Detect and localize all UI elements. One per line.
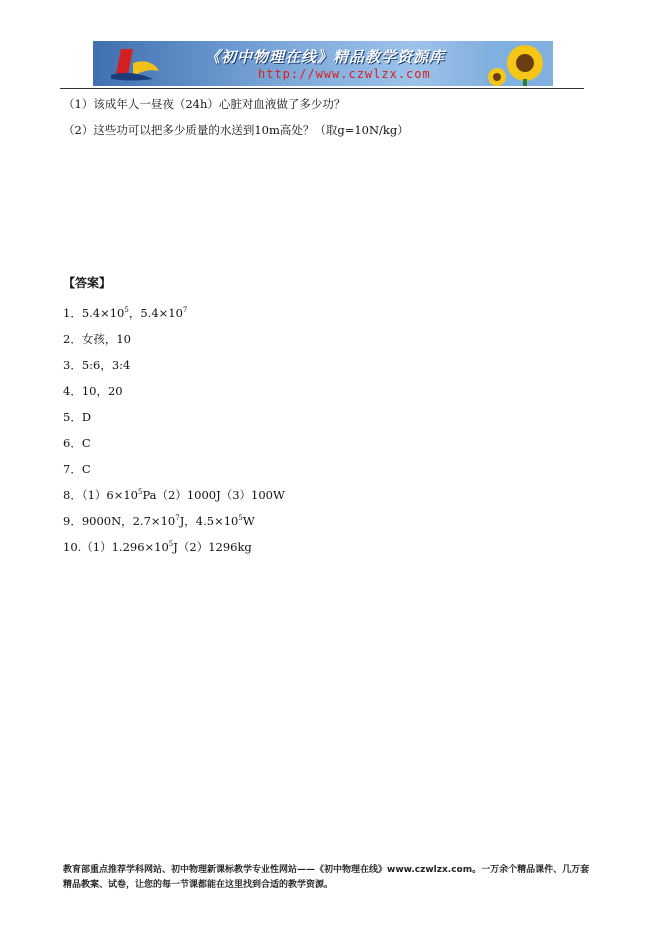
site-logo-icon (93, 41, 168, 86)
answer-item (63, 409, 91, 425)
answer-pre: 1．5.4×10 (63, 306, 125, 320)
answer-mid: ，5.4×10 (128, 306, 183, 320)
answer-sup: 5 (124, 306, 129, 315)
answer-pre: 4．10，20 (63, 384, 123, 398)
answer-item (63, 539, 252, 555)
answer-sup: 5 (168, 540, 174, 549)
answer-post: W (242, 514, 255, 528)
answer-pre: 8．（1）6×10 (63, 488, 138, 502)
answer-pre: 7．C (63, 462, 91, 476)
answer-sup2: 7 (182, 306, 188, 315)
answer-item (63, 357, 130, 373)
answer-pre: 9．9000N，2.7×10 (63, 514, 176, 528)
answer-item (63, 305, 187, 321)
answer-sup: 7 (175, 514, 180, 523)
sunflower-icon (485, 41, 553, 86)
header-title: 《初中物理在线》精品教学资源库 (205, 48, 446, 66)
answer-pre: 6．C (63, 436, 91, 450)
header-rule (60, 88, 584, 89)
answer-item (63, 435, 91, 451)
answer-item (63, 383, 123, 399)
answer-pre: 10.（1）1.296×10 (63, 540, 169, 554)
question-2: （2）这些功可以把多少质量的水送到10m高处？（取g=10N/kg） (63, 123, 409, 137)
answer-pre: 5．D (63, 410, 92, 424)
answer-pre: 3．5:6，3:4 (63, 358, 131, 372)
answer-mid: J（2）1296kg (173, 540, 252, 554)
header-banner (93, 41, 553, 86)
answer-mid: J，4.5×10 (179, 514, 239, 528)
answer-item (63, 513, 255, 529)
answer-sup2: 5 (238, 514, 243, 523)
header-url[interactable]: http://www.czwlzx.com (258, 67, 431, 81)
question-1: （1）该成年人一昼夜（24h）心脏对血液做了多少功？ (63, 97, 346, 111)
answer-pre: 2．女孩，10 (63, 332, 131, 346)
answer-item (63, 331, 131, 347)
answers-heading: 【答案】 (63, 276, 112, 290)
page-footer: 教育部重点推荐学科网站、初中物理新课标教学专业性网站——《初中物理在线》www.czwlzx.com。一万余个精品课件、几万套精品教案、试卷，让您的每一节课都能在这里找到合适的教学资源。 (63, 865, 590, 890)
answer-mid: Pa（2）1000J（3）100W (142, 488, 285, 502)
answer-item (63, 461, 91, 477)
answer-sup: 5 (137, 488, 143, 497)
answer-item (63, 487, 285, 503)
